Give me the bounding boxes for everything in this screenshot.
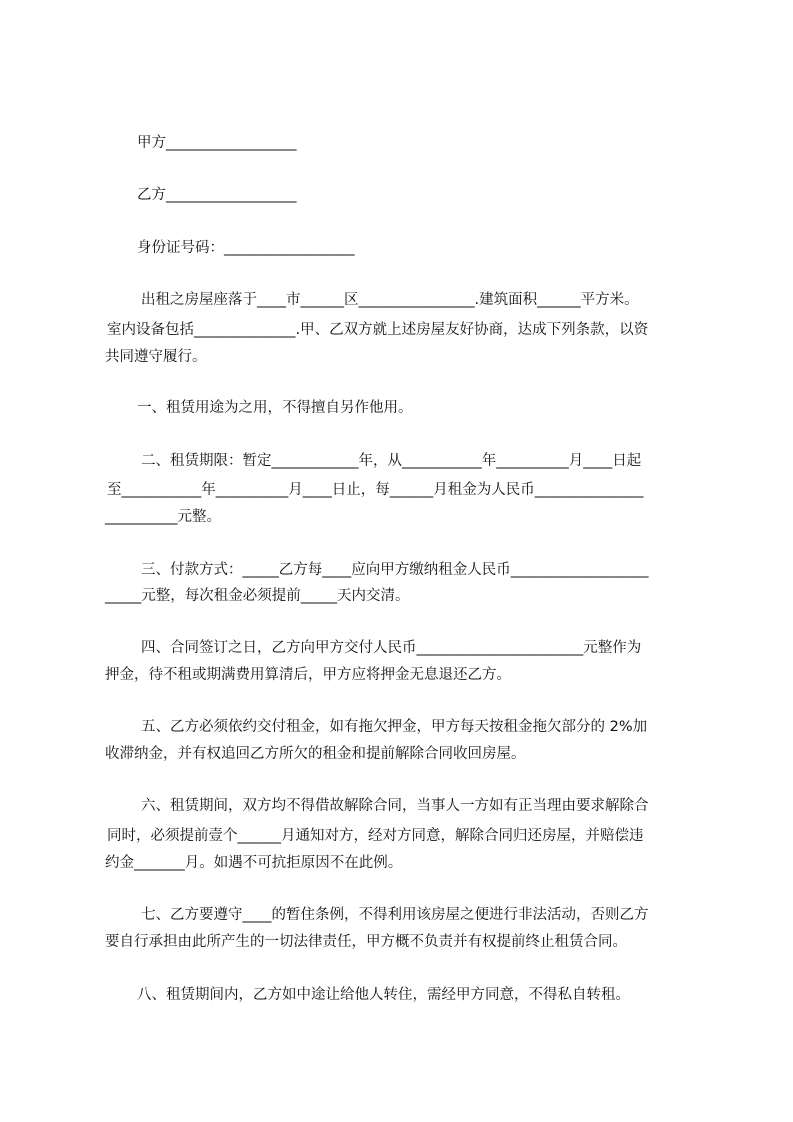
clause-7-line-2: 要自行承担由此所产生的一切法律责任，甲方概不负责并有权提前终止租赁合同。 xyxy=(105,934,627,950)
clause-6-line-3: 约金_______月。如遇不可抗拒原因不在此例。 xyxy=(105,855,403,871)
clause-2-line-2: 至___________年__________月____日止，每______月租金为人民币_______________ xyxy=(107,482,644,498)
clause-5-line-1: 五、乙方必须依约交付租金，如有拖欠押金，甲方每天按租金拖欠部分的 2%加 xyxy=(141,719,648,735)
clause-7-line-1: 七、乙方要遵守____的暂住条例，不得利用该房屋之便进行非法活动，否则乙方 xyxy=(141,907,649,923)
clause-4-line-2: 押金，待不租或期满费用算清后，甲方应将押金无息退还乙方。 xyxy=(105,667,511,683)
clause-4-line-1: 四、合同签订之日，乙方向甲方交付人民币_______________________元整作为 xyxy=(141,640,642,656)
clause-8-line-1: 八、租赁期间内，乙方如中途让给他人转住，需经甲方同意，不得私自转租。 xyxy=(137,987,630,1003)
intro-line-1: 出租之房屋座落于____市______区________________.建筑面积______平方米。 xyxy=(141,292,639,308)
clause-5-line-2: 收滞纳金，并有权追回乙方所欠的租金和提前解除合同收回房屋。 xyxy=(105,746,526,762)
party-b-field: 乙方__________________ xyxy=(137,187,297,203)
clause-3-line-1: 三、付款方式：_____乙方每____应向甲方缴纳租金人民币___________________ xyxy=(141,562,649,578)
intro-line-2: 室内设备包括______________.甲、乙双方就上述房屋友好协商，达成下列条款，以资 xyxy=(107,322,649,338)
clause-6-line-2: 同时，必须提前壹个______月通知对方，经对方同意，解除合同归还房屋，并赔偿违 xyxy=(107,828,644,844)
party-a-field: 甲方__________________ xyxy=(137,135,297,151)
clause-1-line-1: 一、租赁用途为之用，不得擅自另作他用。 xyxy=(137,400,413,416)
clause-6-line-1: 六、租赁期间，双方均不得借故解除合同，当事人一方如有正当理由要求解除合 xyxy=(141,798,649,814)
clause-2-line-1: 二、租赁期限：暂定____________年，从___________年__________月____日起 xyxy=(141,453,642,469)
clause-2-line-3: __________元整。 xyxy=(105,509,221,525)
intro-line-3: 共同遵守履行。 xyxy=(105,349,207,365)
id-number-field: 身份证号码：__________________ xyxy=(137,240,355,256)
clause-3-line-2: _____元整，每次租金必须提前_____天内交清。 xyxy=(105,588,410,604)
